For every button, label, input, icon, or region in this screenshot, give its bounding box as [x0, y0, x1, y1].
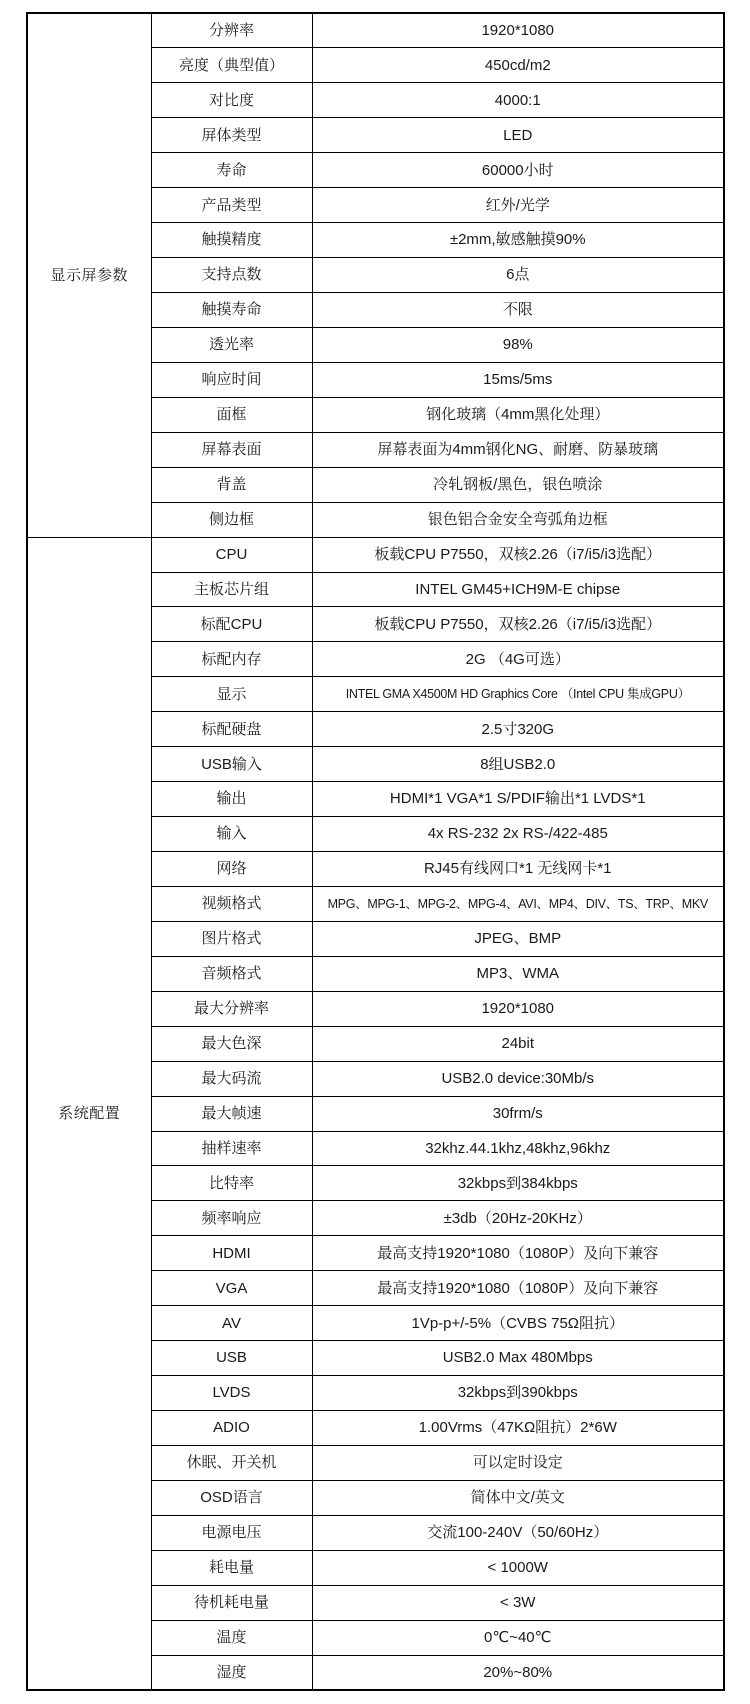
- value-cell: 2.5寸320G: [312, 712, 724, 747]
- value-cell: 1920*1080: [312, 991, 724, 1026]
- value-cell: 板载CPU P7550，双核2.26（i7/i5/i3选配）: [312, 607, 724, 642]
- param-cell: 面框: [151, 397, 312, 432]
- value-cell: 1.00Vrms（47KΩ阻抗）2*6W: [312, 1411, 724, 1446]
- param-cell: 输入: [151, 817, 312, 852]
- table-row: [27, 537, 724, 572]
- param-cell: 屏幕表面: [151, 432, 312, 467]
- value-cell: JPEG、BMP: [312, 921, 724, 956]
- param-cell: 比特率: [151, 1166, 312, 1201]
- value-cell: USB2.0 Max 480Mbps: [312, 1341, 724, 1376]
- value-cell: 最高支持1920*1080（1080P）及向下兼容: [312, 1236, 724, 1271]
- value-cell: 32kbps到384kbps: [312, 1166, 724, 1201]
- value-cell: HDMI*1 VGA*1 S/PDIF输出*1 LVDS*1: [312, 782, 724, 817]
- param-cell: 寿命: [151, 153, 312, 188]
- value-cell: 1920*1080: [312, 13, 724, 48]
- category-cell: 显示屏参数: [27, 13, 151, 537]
- param-cell: 最大帧速: [151, 1096, 312, 1131]
- category-cell: 系统配置: [27, 537, 151, 1690]
- value-cell: MP3、WMA: [312, 956, 724, 991]
- value-cell: 15ms/5ms: [312, 362, 724, 397]
- spec-table: [26, 12, 725, 1691]
- param-cell: 标配内存: [151, 642, 312, 677]
- param-cell: 响应时间: [151, 362, 312, 397]
- value-cell: 钢化玻璃（4mm黑化处理）: [312, 397, 724, 432]
- param-cell: 触摸寿命: [151, 293, 312, 328]
- value-cell: 20%~80%: [312, 1655, 724, 1690]
- value-cell: 32khz.44.1khz,48khz,96khz: [312, 1131, 724, 1166]
- param-cell: 产品类型: [151, 188, 312, 223]
- value-cell: 32kbps到390kbps: [312, 1376, 724, 1411]
- value-cell: < 3W: [312, 1585, 724, 1620]
- param-cell: USB: [151, 1341, 312, 1376]
- value-cell: 不限: [312, 293, 724, 328]
- param-cell: 对比度: [151, 83, 312, 118]
- param-cell: USB输入: [151, 747, 312, 782]
- value-cell: 4x RS-232 2x RS-/422-485: [312, 817, 724, 852]
- param-cell: 电源电压: [151, 1515, 312, 1550]
- value-cell: LED: [312, 118, 724, 153]
- value-cell: ±2mm,敏感触摸90%: [312, 223, 724, 258]
- value-cell: 银色铝合金安全弯弧角边框: [312, 502, 724, 537]
- param-cell: VGA: [151, 1271, 312, 1306]
- value-cell: 板载CPU P7550，双核2.26（i7/i5/i3选配）: [312, 537, 724, 572]
- value-cell: 1Vp-p+/-5%（CVBS 75Ω阻抗）: [312, 1306, 724, 1341]
- param-cell: 显示: [151, 677, 312, 712]
- value-cell: USB2.0 device:30Mb/s: [312, 1061, 724, 1096]
- value-cell: 冷轧钢板/黑色，银色喷涂: [312, 467, 724, 502]
- param-cell: 耗电量: [151, 1550, 312, 1585]
- param-cell: 抽样速率: [151, 1131, 312, 1166]
- param-cell: 背盖: [151, 467, 312, 502]
- value-cell: 2G （4G可选）: [312, 642, 724, 677]
- value-cell: 可以定时设定: [312, 1445, 724, 1480]
- value-cell: 24bit: [312, 1026, 724, 1061]
- param-cell: 透光率: [151, 327, 312, 362]
- value-cell: 4000:1: [312, 83, 724, 118]
- param-cell: 音频格式: [151, 956, 312, 991]
- value-cell: 8组USB2.0: [312, 747, 724, 782]
- param-cell: 待机耗电量: [151, 1585, 312, 1620]
- value-cell: 30frm/s: [312, 1096, 724, 1131]
- value-cell: 屏幕表面为4mm钢化NG、耐磨、防暴玻璃: [312, 432, 724, 467]
- value-cell: 98%: [312, 327, 724, 362]
- value-cell: < 1000W: [312, 1550, 724, 1585]
- param-cell: LVDS: [151, 1376, 312, 1411]
- table-row: [27, 13, 724, 48]
- param-cell: 网络: [151, 852, 312, 887]
- param-cell: 最大色深: [151, 1026, 312, 1061]
- param-cell: 分辨率: [151, 13, 312, 48]
- param-cell: 支持点数: [151, 258, 312, 293]
- param-cell: HDMI: [151, 1236, 312, 1271]
- param-cell: ADIO: [151, 1411, 312, 1446]
- param-cell: 标配CPU: [151, 607, 312, 642]
- param-cell: CPU: [151, 537, 312, 572]
- param-cell: 亮度（典型值）: [151, 48, 312, 83]
- value-cell: 450cd/m2: [312, 48, 724, 83]
- value-cell: 红外/光学: [312, 188, 724, 223]
- param-cell: 图片格式: [151, 921, 312, 956]
- param-cell: 输出: [151, 782, 312, 817]
- param-cell: OSD语言: [151, 1480, 312, 1515]
- param-cell: 屏体类型: [151, 118, 312, 153]
- value-cell: INTEL GM45+ICH9M-E chipse: [312, 572, 724, 607]
- value-cell: 60000小时: [312, 153, 724, 188]
- param-cell: 触摸精度: [151, 223, 312, 258]
- param-cell: 最大码流: [151, 1061, 312, 1096]
- value-cell: 最高支持1920*1080（1080P）及向下兼容: [312, 1271, 724, 1306]
- param-cell: 最大分辨率: [151, 991, 312, 1026]
- param-cell: 视频格式: [151, 886, 312, 921]
- param-cell: 湿度: [151, 1655, 312, 1690]
- value-cell: RJ45有线网口*1 无线网卡*1: [312, 852, 724, 887]
- value-cell: 交流100-240V（50/60Hz）: [312, 1515, 724, 1550]
- param-cell: 标配硬盘: [151, 712, 312, 747]
- param-cell: 温度: [151, 1620, 312, 1655]
- spec-table-body: [27, 13, 724, 1690]
- value-cell: MPG、MPG-1、MPG-2、MPG-4、AVI、MP4、DIV、TS、TRP、MKV: [312, 886, 724, 921]
- value-cell: 6点: [312, 258, 724, 293]
- value-cell: 0℃~40℃: [312, 1620, 724, 1655]
- param-cell: 休眠、开关机: [151, 1445, 312, 1480]
- param-cell: 频率响应: [151, 1201, 312, 1236]
- param-cell: 主板芯片组: [151, 572, 312, 607]
- value-cell: ±3db（20Hz-20KHz）: [312, 1201, 724, 1236]
- value-cell: 简体中文/英文: [312, 1480, 724, 1515]
- param-cell: AV: [151, 1306, 312, 1341]
- param-cell: 侧边框: [151, 502, 312, 537]
- value-cell: INTEL GMA X4500M HD Graphics Core （Intel CPU 集成GPU）: [312, 677, 724, 712]
